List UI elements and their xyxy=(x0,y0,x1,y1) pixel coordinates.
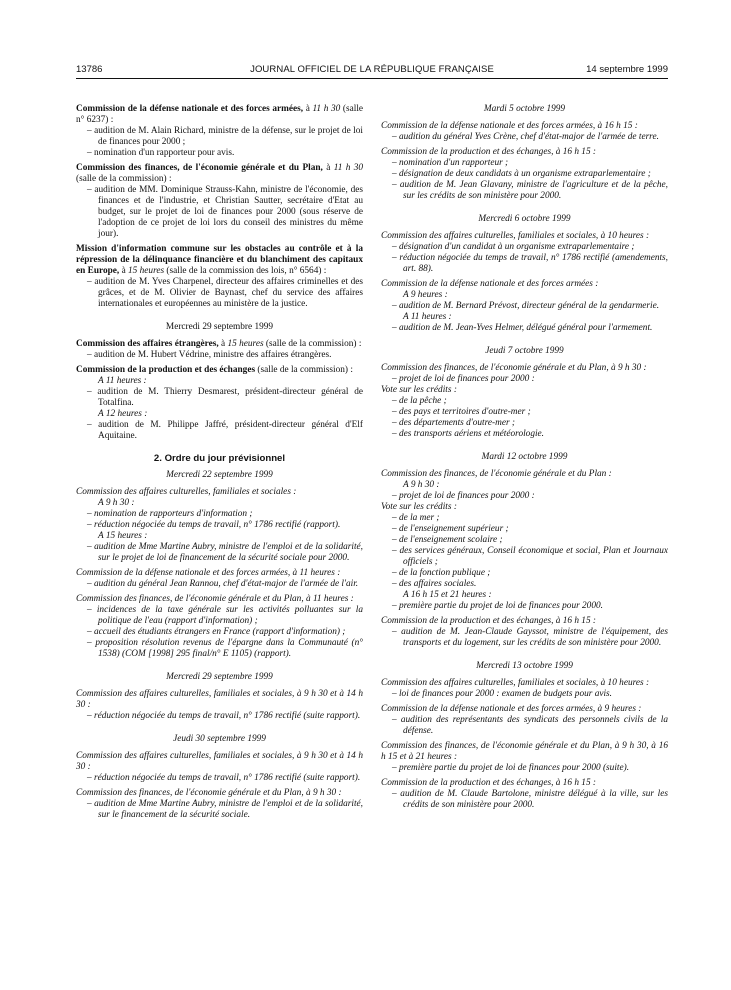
entry-item: – de la fonction publique ; xyxy=(392,568,491,578)
entry-item: – audition de M. Jean Glavany, ministre de l'agriculture et de la pêche, sur les crédits de son ministère pour 2000. xyxy=(392,180,668,201)
agenda-entry xyxy=(76,163,363,240)
page-header xyxy=(76,64,668,76)
entry-heading: Commission de la production et des échanges, à 16 h 15 : xyxy=(381,778,597,788)
agenda-entry xyxy=(381,147,668,202)
entry-item: – audition de M. Philippe Jaffré, président-directeur général d'Elf Aquitaine. xyxy=(87,420,363,441)
header-rule xyxy=(76,78,668,79)
date-heading: Mercredi 29 septembre 1999 xyxy=(166,672,273,682)
issue-date: 14 septembre 1999 xyxy=(586,64,668,75)
agenda-entry xyxy=(381,704,668,737)
entry-item: – audition de M. Yves Charpenel, directeur des affaires criminelles et des grâces, et de M. Olivier de Baynast, chef du service des affaires internationales et européennes au ministère de la justice. xyxy=(87,277,363,309)
entry-item: – nomination d'un rapporteur pour avis. xyxy=(87,148,235,158)
entry-heading: Commission des finances, de l'économie générale et du Plan, à 9 h 30 : xyxy=(76,788,342,798)
entry-item: – audition de Mme Martine Aubry, ministre de l'emploi et de la solidarité, sur le financement de la sécurité sociale. xyxy=(87,799,363,820)
agenda-entry xyxy=(381,231,668,275)
date-heading: Mardi 5 octobre 1999 xyxy=(483,104,566,114)
entry-item: – réduction négociée du temps de travail, n° 1786 rectifié (suite rapport). xyxy=(87,773,361,783)
time-slot: A 9 heures : xyxy=(403,290,448,300)
entry-item: – des affaires sociales. xyxy=(392,579,477,589)
time-slot: A 12 heures : xyxy=(98,409,148,419)
entry-item: – audition de M. Hubert Védrine, ministre des affaires étrangères. xyxy=(87,350,332,360)
date-heading: Jeudi 30 septembre 1999 xyxy=(173,734,266,744)
entry-item: – audition de M. Jean-Yves Helmer, délégué général pour l'armement. xyxy=(392,323,653,333)
entry-item: – première partie du projet de loi de finances pour 2000 (suite). xyxy=(392,763,630,773)
entry-item: – audition de M. Jean-Claude Gayssot, ministre de l'équipement, des transports et du logement, sur les crédits de son ministère pour 2000. xyxy=(392,627,668,648)
entry-heading: Commission de la production et des échanges, à 16 h 15 : xyxy=(381,616,597,626)
section-heading: 2. Ordre du jour prévisionnel xyxy=(153,453,286,464)
entry-heading: Commission de la défense nationale et des forces armées, à 11 h 30 (salle n° 6237) : xyxy=(76,104,364,125)
agenda-entry xyxy=(381,778,668,811)
time-slot: A 16 h 15 et 21 heures : xyxy=(403,590,492,600)
entry-item: – projet de loi de finances pour 2000 : xyxy=(392,491,535,501)
agenda-entry xyxy=(76,244,363,310)
entry-heading: Commission des affaires culturelles, familiales et sociales, à 9 h 30 et à 14 h 30 : xyxy=(76,689,363,710)
agenda-entry xyxy=(76,104,363,159)
agenda-entry xyxy=(76,689,363,722)
entry-heading: Commission des finances, de l'économie générale et du Plan, à 11 heures : xyxy=(76,594,354,604)
agenda-entry xyxy=(76,339,363,361)
entry-item: – audition de M. Thierry Desmarest, président-directeur général de Totalfina. xyxy=(87,387,363,408)
entry-item: – réduction négociée du temps de travail, n° 1786 rectifié (rapport). xyxy=(87,520,341,530)
entry-heading: Commission des finances, de l'économie générale et du Plan, à 9 h 30, à 16 h 15 et à 21 heures : xyxy=(381,741,668,762)
entry-item: – audition de M. Bernard Prévost, directeur général de la gendarmerie. xyxy=(392,301,660,311)
entry-item: – désignation de deux candidats à un organisme extraparlementaire ; xyxy=(392,169,651,179)
entry-item: – des services généraux, Conseil économique et social, Plan et Journaux officiels ; xyxy=(392,546,668,567)
entry-heading: Commission des affaires culturelles, familiales et sociales, à 9 h 30 et à 14 h 30 : xyxy=(76,751,363,772)
entry-heading: Commission des affaires culturelles, familiales et sociales : xyxy=(76,487,297,497)
agenda-entry xyxy=(381,363,668,440)
agenda-entry xyxy=(76,365,363,442)
date-heading: Jeudi 7 octobre 1999 xyxy=(485,346,564,356)
entry-heading: Commission des finances, de l'économie générale et du Plan : xyxy=(381,469,612,479)
entry-heading: Commission des affaires étrangères, à 15 heures (salle de la commission) : xyxy=(76,339,362,349)
time-slot: A 15 heures : xyxy=(98,531,148,541)
entry-heading: Commission de la défense nationale et des forces armées : xyxy=(381,279,599,289)
entry-heading: Commission des affaires culturelles, familiales et sociales, à 10 heures : xyxy=(381,231,650,241)
time-slot: A 9 h 30 : xyxy=(98,498,135,508)
entry-item: – loi de finances pour 2000 : examen de budgets pour avis. xyxy=(392,689,612,699)
time-slot: A 11 heures : xyxy=(403,312,452,322)
right-column xyxy=(381,104,668,815)
entry-item: – audition du général Yves Crène, chef d'état-major de l'armée de terre. xyxy=(392,132,659,142)
entry-item: – nomination d'un rapporteur ; xyxy=(392,158,509,168)
agenda-entry xyxy=(76,594,363,660)
agenda-entry xyxy=(381,279,668,334)
entry-item: – des pays et territoires d'outre-mer ; xyxy=(392,407,531,417)
agenda-entry xyxy=(76,568,363,590)
entry-heading: Commission des finances, de l'économie générale et du Plan, à 9 h 30 : xyxy=(381,363,647,373)
entry-item: – nomination de rapporteurs d'information ; xyxy=(87,509,253,519)
agenda-entry xyxy=(381,616,668,649)
agenda-entry xyxy=(76,788,363,821)
entry-item: – audition de M. Alain Richard, ministre de la défense, sur le projet de loi de finances pour 2000 ; xyxy=(87,126,363,147)
entry-heading: Commission de la défense nationale et des forces armées, à 16 h 15 : xyxy=(381,121,638,131)
journal-title: JOURNAL OFFICIEL DE LA RÉPUBLIQUE FRANÇAISE xyxy=(250,64,494,75)
entry-item: – des départements d'outre-mer ; xyxy=(392,418,515,428)
entry-heading: Commission de la défense nationale et des forces armées, à 11 heures : xyxy=(76,568,341,578)
entry-item: – réduction négociée du temps de travail, n° 1786 rectifié (amendements, art. 88). xyxy=(392,253,668,274)
entry-item: – première partie du projet de loi de finances pour 2000. xyxy=(392,601,603,611)
entry-item: – de l'enseignement supérieur ; xyxy=(392,524,509,534)
entry-item: – des transports aériens et météorologie. xyxy=(392,429,545,439)
vote-heading: Vote sur les crédits : xyxy=(381,385,457,395)
agenda-entry xyxy=(381,741,668,774)
agenda-entry xyxy=(76,751,363,784)
agenda-entry xyxy=(381,121,668,143)
entry-item: – audition du général Jean Rannou, chef d'état-major de l'armée de l'air. xyxy=(87,579,359,589)
entry-item: – de la mer ; xyxy=(392,513,440,523)
entry-item: – audition de M. Claude Bartolone, ministre délégué à la ville, sur les crédits de son ministère pour 2000. xyxy=(392,789,668,810)
entry-heading: Commission de la production et des échanges, à 16 h 15 : xyxy=(381,147,597,157)
entry-item: – de la pêche ; xyxy=(392,396,447,406)
entry-item: – réduction négociée du temps de travail, n° 1786 rectifié (suite rapport). xyxy=(87,711,361,721)
date-heading: Mercredi 29 septembre 1999 xyxy=(165,322,274,332)
entry-heading: Commission de la défense nationale et des forces armées, à 9 heures : xyxy=(381,704,642,714)
agenda-entry xyxy=(381,469,668,612)
vote-heading: Vote sur les crédits : xyxy=(381,502,457,512)
date-heading: Mercredi 6 octobre 1999 xyxy=(478,214,571,224)
entry-item: – audition de Mme Martine Aubry, ministre de l'emploi et de la solidarité, sur le projet de loi de financement de la sécurité sociale pour 2000. xyxy=(87,542,363,563)
entry-item: – audition des représentants des syndicats des personnels civils de la défense. xyxy=(392,715,668,736)
entry-heading: Commission de la production et des échanges (salle de la commission) : xyxy=(76,365,353,375)
entry-heading: Commission des finances, de l'économie générale et du Plan, à 11 h 30 (salle de la commission) : xyxy=(76,163,363,184)
entry-item: – proposition résolution revenus de l'épargne dans la Communauté (n° 1538) (COM [1998] 295 final/n° E 1105) (rapport). xyxy=(87,638,363,659)
left-column xyxy=(76,104,363,825)
page-number: 13786 xyxy=(76,64,103,75)
time-slot: A 11 heures : xyxy=(98,376,147,386)
entry-item: – incidences de la taxe générale sur les activités polluantes sur la politique de l'eau (rapport d'information) ; xyxy=(87,605,363,626)
entry-item: – audition de MM. Dominique Strauss-Kahn, ministre de l'économie, des finances et de l'industrie, et Christian Sautter, secrétaire d'Etat au budget, sur le projet de loi de finances pour 2000 (sous réserve de l'adoption de ce projet de loi lors du conseil des ministres du même jour). xyxy=(87,185,363,239)
entry-item: – de l'enseignement scolaire ; xyxy=(392,535,503,545)
entry-heading: Mission d'information commune sur les obstacles au contrôle et à la répression de la délinquance financière et du blanchiment des capitaux en Europe, à 15 heures (salle de la commission des lois, n° 6564) : xyxy=(76,244,363,276)
time-slot: A 9 h 30 : xyxy=(403,480,440,490)
date-heading: Mercredi 22 septembre 1999 xyxy=(166,470,273,480)
agenda-entry xyxy=(381,678,668,700)
agenda-entry xyxy=(76,487,363,564)
entry-item: – désignation d'un candidat à un organisme extraparlementaire ; xyxy=(392,242,635,252)
date-heading: Mercredi 13 octobre 1999 xyxy=(476,661,573,671)
entry-heading: Commission des affaires culturelles, familiales et sociales, à 10 heures : xyxy=(381,678,650,688)
entry-item: – projet de loi de finances pour 2000 : xyxy=(392,374,535,384)
entry-item: – accueil des étudiants étrangers en France (rapport d'information) ; xyxy=(87,627,346,637)
date-heading: Mardi 12 octobre 1999 xyxy=(481,452,568,462)
